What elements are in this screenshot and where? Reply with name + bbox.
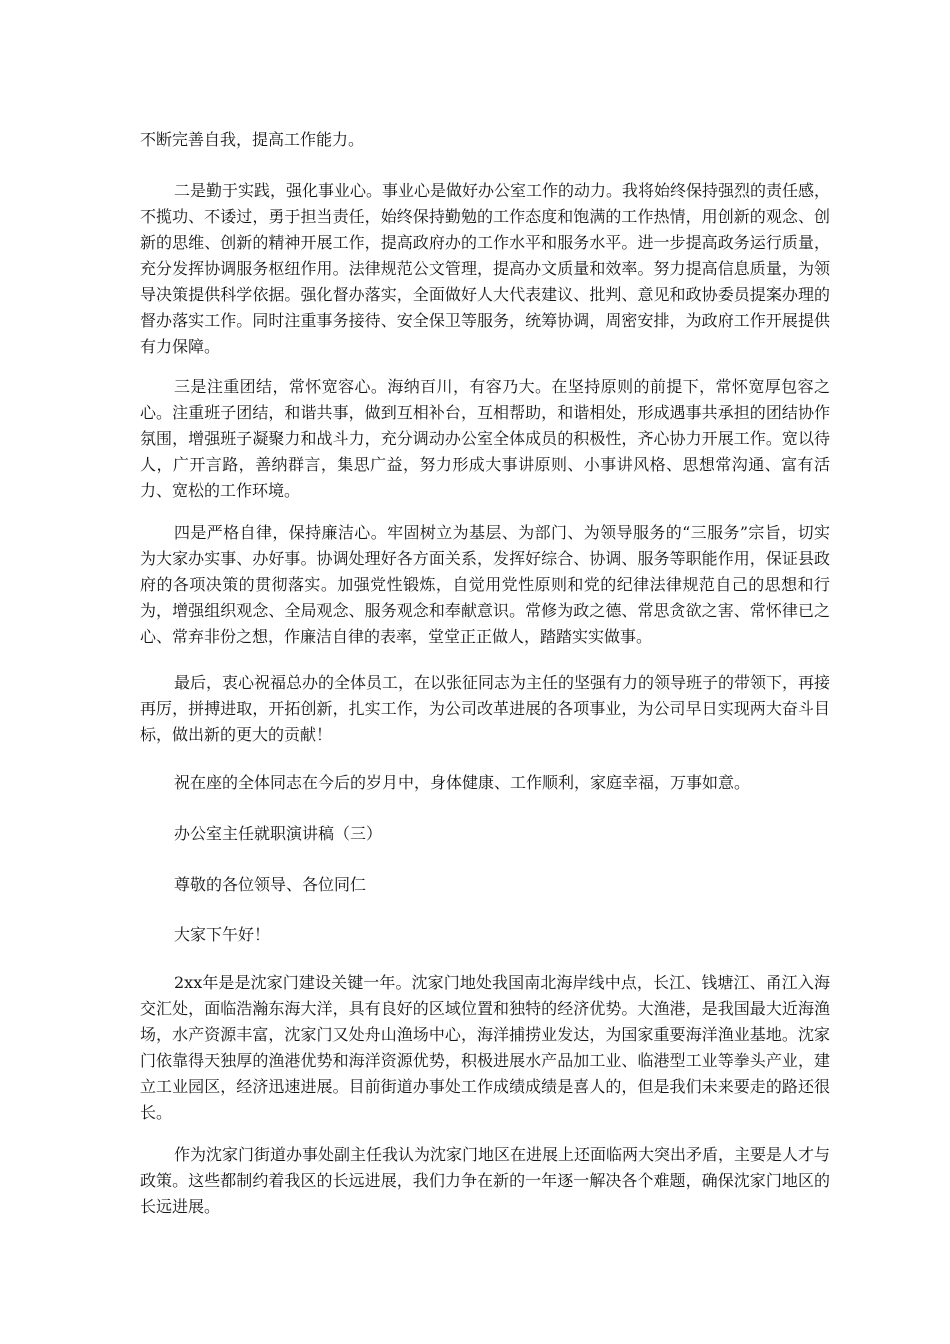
paragraph-point-two: 二是勤于实践，强化事业心。事业心是做好办公室工作的动力。我将始终保持强烈的责任感，不揽功、不诿过，勇于担当责任，始终保持勤勉的工作态度和饱满的工作热情，用创新的观念、创新的思维、创新的精神开展工作，提高政府办的工作水平和服务水平。进一步提高政务运行质量，充分发挥协调服务枢纽作用。法律规范公文管理，提高办文质量和效率。努力提高信息质量，为领导决策提供科学依据。强化督办落实，全面做好人大代表建议、批判、意见和政协委员提案办理的督办落实工作。同时注重事务接待、安全保卫等服务，统筹协调，周密安排，为政府工作开展提供有力保障。 [140, 181, 831, 356]
paragraph-shenjiamen: 2xx年是是沈家门建设关键一年。沈家门地处我国南北海岸线中点，长江、钱塘江、甬江入海交汇处，面临浩瀚东海大洋，具有良好的区域位置和独特的经济优势。大渔港，是我国最大近海渔场，水产资源丰富，沈家门又处舟山渔场中心，海洋捕捞业发达，为国家重要海洋渔业基地。沈家门依靠得天独厚的渔港优势和海洋资源优势，积极进展水产品加工业、临港型工业等拳头产业，建立工业园区，经济迅速进展。目前街道办事处工作成绩成绩是喜人的，但是我们未来要走的路还很长。 [140, 973, 830, 1122]
salutation: 尊敬的各位领导、各位同仁 [174, 875, 367, 894]
greeting: 大家下午好！ [174, 925, 271, 944]
paragraph-continuation: 不断完善自我，提高工作能力。 [140, 130, 365, 149]
paragraph-closing: 最后，衷心祝福总办的全体员工，在以张征同志为主任的坚强有力的领导班子的带领下，再接再厉，拼搏进取，开拓创新，扎实工作，为公司改革进展的各项事业，为公司早日实现两大奋斗目标，做出新的更大的贡献！ [140, 673, 831, 744]
section-title: 办公室主任就职演讲稿（三） [174, 824, 383, 843]
paragraph-point-four: 四是严格自律，保持廉洁心。牢固树立为基层、为部门、为领导服务的“三服务”宗旨，切实为大家办实事、办好事。协调处理好各方面关系，发挥好综合、协调、服务等职能作用，保证县政府的各项决策的贯彻落实。加强党性锻炼，自觉用党性原则和党的纪律法律规范自己的思想和行为，增强组织观念、全局观念、服务观念和奉献意识。常修为政之德、常思贪欲之害、常怀律已之心、常弃非份之想，作廉洁自律的表率，堂堂正正做人，踏踏实实做事。 [140, 523, 830, 646]
paragraph-blessing: 祝在座的全体同志在今后的岁月中，身体健康、工作顺利，家庭幸福，万事如意。 [174, 773, 751, 792]
paragraph-deputy-director: 作为沈家门街道办事处副主任我认为沈家门地区在进展上还面临两大突出矛盾，主要是人才与政策。这些都制约着我区的长远进展，我们力争在新的一年逐一解决各个难题，确保沈家门地区的长远进展。 [140, 1145, 831, 1216]
paragraph-point-three: 三是注重团结，常怀宽容心。海纳百川，有容乃大。在坚持原则的前提下，常怀宽厚包容之心。注重班子团结，和谐共事，做到互相补台，互相帮助，和谐相处，形成遇事共承担的团结协作氛围，增强班子凝聚力和战斗力，充分调动办公室全体成员的积极性，齐心协力开展工作。宽以待人，广开言路，善纳群言，集思广益，努力形成大事讲原则、小事讲风格、思想常沟通、富有活力、宽松的工作环境。 [140, 377, 830, 500]
